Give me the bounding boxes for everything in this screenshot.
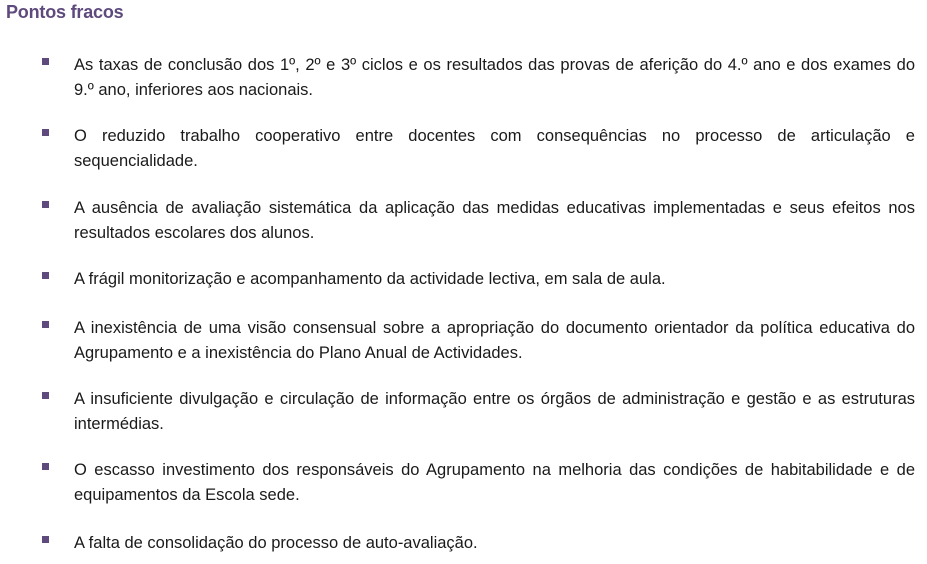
square-bullet-icon: [42, 536, 49, 543]
list-item-text: A ausência de avaliação sistemática da aplicação das medidas educativas implementadas e seus efeitos nos resultados escolares dos alunos.: [74, 199, 915, 242]
square-bullet-icon: [42, 272, 49, 279]
list-item-text: A frágil monitorização e acompanhamento da actividade lectiva, em sala de aula.: [74, 270, 666, 288]
list-item-text: O escasso investimento dos responsáveis do Agrupamento na melhoria das condições de habitabilidade e de equipamentos da Escola sede.: [74, 461, 915, 504]
square-bullet-icon: [42, 129, 49, 136]
list-item-text: O reduzido trabalho cooperativo entre docentes com consequências no processo de articulação e sequencialidade.: [74, 127, 915, 170]
list-item-text: As taxas de conclusão dos 1º, 2º e 3º ciclos e os resultados das provas de aferição do 4.º ano e dos exames do 9.º ano, inferiores aos nacionais.: [74, 56, 915, 99]
square-bullet-icon: [42, 321, 49, 328]
square-bullet-icon: [42, 201, 49, 208]
square-bullet-icon: [42, 58, 49, 65]
square-bullet-icon: [42, 392, 49, 399]
list-item-text: A falta de consolidação do processo de auto-avaliação.: [74, 534, 478, 552]
square-bullet-icon: [42, 463, 49, 470]
list-item-text: A inexistência de uma visão consensual sobre a apropriação do documento orientador da política educativa do Agrupamento e a inexistência do Plano Anual de Actividades.: [74, 319, 915, 362]
section-heading: Pontos fracos: [6, 2, 124, 22]
list-item-text: A insuficiente divulgação e circulação de informação entre os órgãos de administração e gestão e as estruturas intermédias.: [74, 390, 915, 433]
